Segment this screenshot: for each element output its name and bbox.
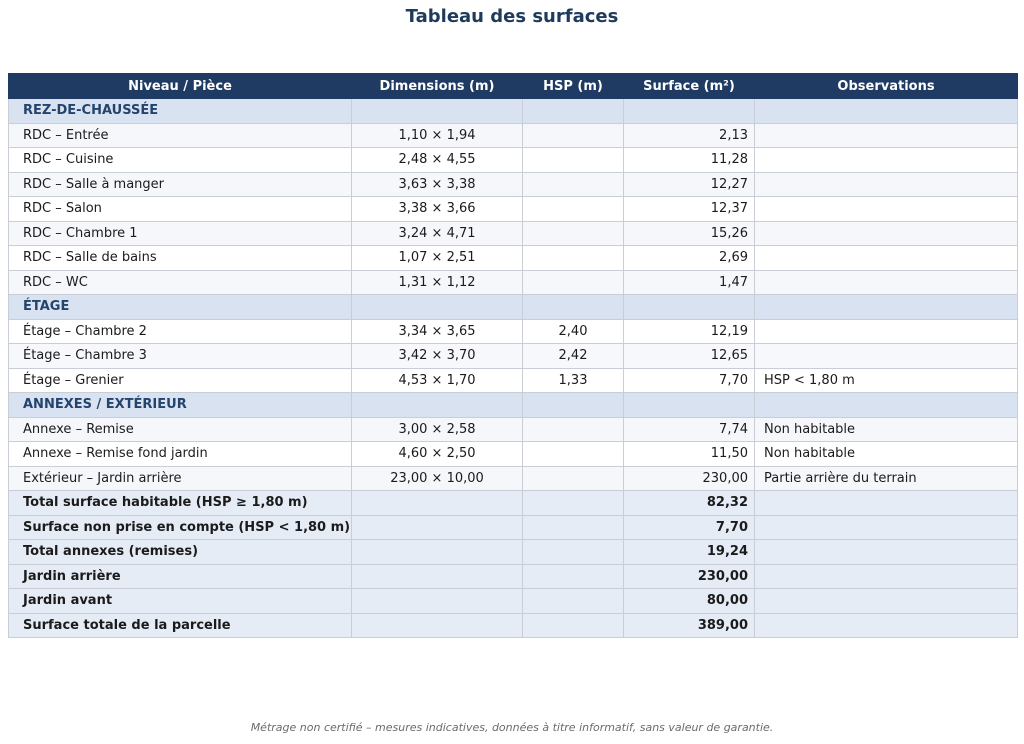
section-empty-cell <box>624 99 755 124</box>
dimensions-cell <box>352 540 523 565</box>
dimensions-cell: 1,10 × 1,94 <box>352 123 523 148</box>
table-row <box>9 172 1018 197</box>
table-row <box>9 319 1018 344</box>
table-row <box>9 368 1018 393</box>
surface-cell: 1,47 <box>624 270 755 295</box>
room-label: RDC – Salon <box>9 197 352 222</box>
observations-cell <box>755 123 1018 148</box>
observations-cell: Non habitable <box>755 442 1018 467</box>
header-surface: Surface (m²) <box>624 74 755 99</box>
hsp-cell: 2,40 <box>523 319 624 344</box>
dimensions-cell: 3,63 × 3,38 <box>352 172 523 197</box>
surface-cell: 389,00 <box>624 613 755 638</box>
total-row <box>9 515 1018 540</box>
room-label: Annexe – Remise fond jardin <box>9 442 352 467</box>
surface-cell: 15,26 <box>624 221 755 246</box>
observations-cell <box>755 491 1018 516</box>
room-label: Total annexes (remises) <box>9 540 352 565</box>
hsp-cell <box>523 613 624 638</box>
section-label: ÉTAGE <box>9 295 352 320</box>
hsp-cell <box>523 417 624 442</box>
table-row <box>9 221 1018 246</box>
dimensions-cell: 4,53 × 1,70 <box>352 368 523 393</box>
hsp-cell <box>523 270 624 295</box>
surface-cell: 12,37 <box>624 197 755 222</box>
observations-cell <box>755 246 1018 271</box>
observations-cell <box>755 148 1018 173</box>
observations-cell <box>755 197 1018 222</box>
total-row <box>9 564 1018 589</box>
dimensions-cell: 3,00 × 2,58 <box>352 417 523 442</box>
section-empty-cell <box>523 393 624 418</box>
header-hsp: HSP (m) <box>523 74 624 99</box>
hsp-cell <box>523 246 624 271</box>
observations-cell <box>755 564 1018 589</box>
hsp-cell <box>523 123 624 148</box>
surface-cell: 2,69 <box>624 246 755 271</box>
hsp-cell <box>523 515 624 540</box>
room-label: RDC – Salle de bains <box>9 246 352 271</box>
section-label: REZ-DE-CHAUSSÉE <box>9 99 352 124</box>
surface-cell: 11,28 <box>624 148 755 173</box>
dimensions-cell <box>352 491 523 516</box>
table-row <box>9 123 1018 148</box>
dimensions-cell <box>352 589 523 614</box>
hsp-cell: 2,42 <box>523 344 624 369</box>
table-row <box>9 344 1018 369</box>
hsp-cell <box>523 172 624 197</box>
hsp-cell: 1,33 <box>523 368 624 393</box>
room-label: Jardin avant <box>9 589 352 614</box>
header-dimensions: Dimensions (m) <box>352 74 523 99</box>
dimensions-cell: 3,24 × 4,71 <box>352 221 523 246</box>
room-label: RDC – Salle à manger <box>9 172 352 197</box>
room-label: Surface non prise en compte (HSP < 1,80 m) <box>9 515 352 540</box>
surface-cell: 230,00 <box>624 466 755 491</box>
surface-cell: 7,74 <box>624 417 755 442</box>
section-empty-cell <box>624 393 755 418</box>
hsp-cell <box>523 491 624 516</box>
room-label: RDC – Entrée <box>9 123 352 148</box>
section-empty-cell <box>755 99 1018 124</box>
room-label: Étage – Grenier <box>9 368 352 393</box>
total-row <box>9 540 1018 565</box>
dimensions-cell <box>352 613 523 638</box>
surface-cell: 80,00 <box>624 589 755 614</box>
hsp-cell <box>523 564 624 589</box>
room-label: Étage – Chambre 2 <box>9 319 352 344</box>
hsp-cell <box>523 466 624 491</box>
room-label: Jardin arrière <box>9 564 352 589</box>
surface-cell: 7,70 <box>624 515 755 540</box>
dimensions-cell: 3,38 × 3,66 <box>352 197 523 222</box>
table-row <box>9 246 1018 271</box>
dimensions-cell: 1,07 × 2,51 <box>352 246 523 271</box>
room-label: Étage – Chambre 3 <box>9 344 352 369</box>
observations-cell: Partie arrière du terrain <box>755 466 1018 491</box>
table-row <box>9 466 1018 491</box>
observations-cell <box>755 589 1018 614</box>
room-label: Annexe – Remise <box>9 417 352 442</box>
table-row <box>9 442 1018 467</box>
dimensions-cell <box>352 564 523 589</box>
hsp-cell <box>523 442 624 467</box>
section-empty-cell <box>523 99 624 124</box>
hsp-cell <box>523 589 624 614</box>
hsp-cell <box>523 221 624 246</box>
header-niveau: Niveau / Pièce <box>9 74 352 99</box>
dimensions-cell: 3,42 × 3,70 <box>352 344 523 369</box>
observations-cell <box>755 540 1018 565</box>
total-row <box>9 491 1018 516</box>
page-title: Tableau des surfaces <box>405 6 619 27</box>
observations-cell <box>755 319 1018 344</box>
total-row <box>9 613 1018 638</box>
section-empty-cell <box>352 393 523 418</box>
hsp-cell <box>523 540 624 565</box>
room-label: RDC – Cuisine <box>9 148 352 173</box>
observations-cell <box>755 344 1018 369</box>
dimensions-cell <box>352 515 523 540</box>
room-label: RDC – Chambre 1 <box>9 221 352 246</box>
observations-cell: HSP < 1,80 m <box>755 368 1018 393</box>
dimensions-cell: 3,34 × 3,65 <box>352 319 523 344</box>
surface-cell: 12,19 <box>624 319 755 344</box>
dimensions-cell: 23,00 × 10,00 <box>352 466 523 491</box>
observations-cell <box>755 270 1018 295</box>
room-label: Surface totale de la parcelle <box>9 613 352 638</box>
surface-cell: 12,65 <box>624 344 755 369</box>
surface-cell: 19,24 <box>624 540 755 565</box>
section-empty-cell <box>352 99 523 124</box>
room-label: RDC – WC <box>9 270 352 295</box>
room-label: Extérieur – Jardin arrière <box>9 466 352 491</box>
section-empty-cell <box>624 295 755 320</box>
disclaimer-footer: Métrage non certifié – mesures indicatives, données à titre informatif, sans valeur de garantie. <box>250 721 774 734</box>
surface-cell: 12,27 <box>624 172 755 197</box>
observations-cell <box>755 172 1018 197</box>
section-empty-cell <box>523 295 624 320</box>
section-row <box>9 295 1018 320</box>
dimensions-cell: 4,60 × 2,50 <box>352 442 523 467</box>
surface-cell: 230,00 <box>624 564 755 589</box>
observations-cell <box>755 221 1018 246</box>
surface-cell: 2,13 <box>624 123 755 148</box>
observations-cell <box>755 613 1018 638</box>
section-row <box>9 393 1018 418</box>
hsp-cell <box>523 148 624 173</box>
table-row <box>9 270 1018 295</box>
table-header-row <box>9 74 1018 99</box>
section-label: ANNEXES / EXTÉRIEUR <box>9 393 352 418</box>
surfaces-table <box>8 73 1018 638</box>
table-body <box>9 99 1018 638</box>
surface-cell: 7,70 <box>624 368 755 393</box>
header-observations: Observations <box>755 74 1018 99</box>
room-label: Total surface habitable (HSP ≥ 1,80 m) <box>9 491 352 516</box>
observations-cell: Non habitable <box>755 417 1018 442</box>
dimensions-cell: 1,31 × 1,12 <box>352 270 523 295</box>
table-row <box>9 417 1018 442</box>
section-empty-cell <box>755 393 1018 418</box>
section-empty-cell <box>755 295 1018 320</box>
surface-cell: 11,50 <box>624 442 755 467</box>
observations-cell <box>755 515 1018 540</box>
section-empty-cell <box>352 295 523 320</box>
table-row <box>9 197 1018 222</box>
hsp-cell <box>523 197 624 222</box>
section-row <box>9 99 1018 124</box>
surface-cell: 82,32 <box>624 491 755 516</box>
dimensions-cell: 2,48 × 4,55 <box>352 148 523 173</box>
table-row <box>9 148 1018 173</box>
total-row <box>9 589 1018 614</box>
